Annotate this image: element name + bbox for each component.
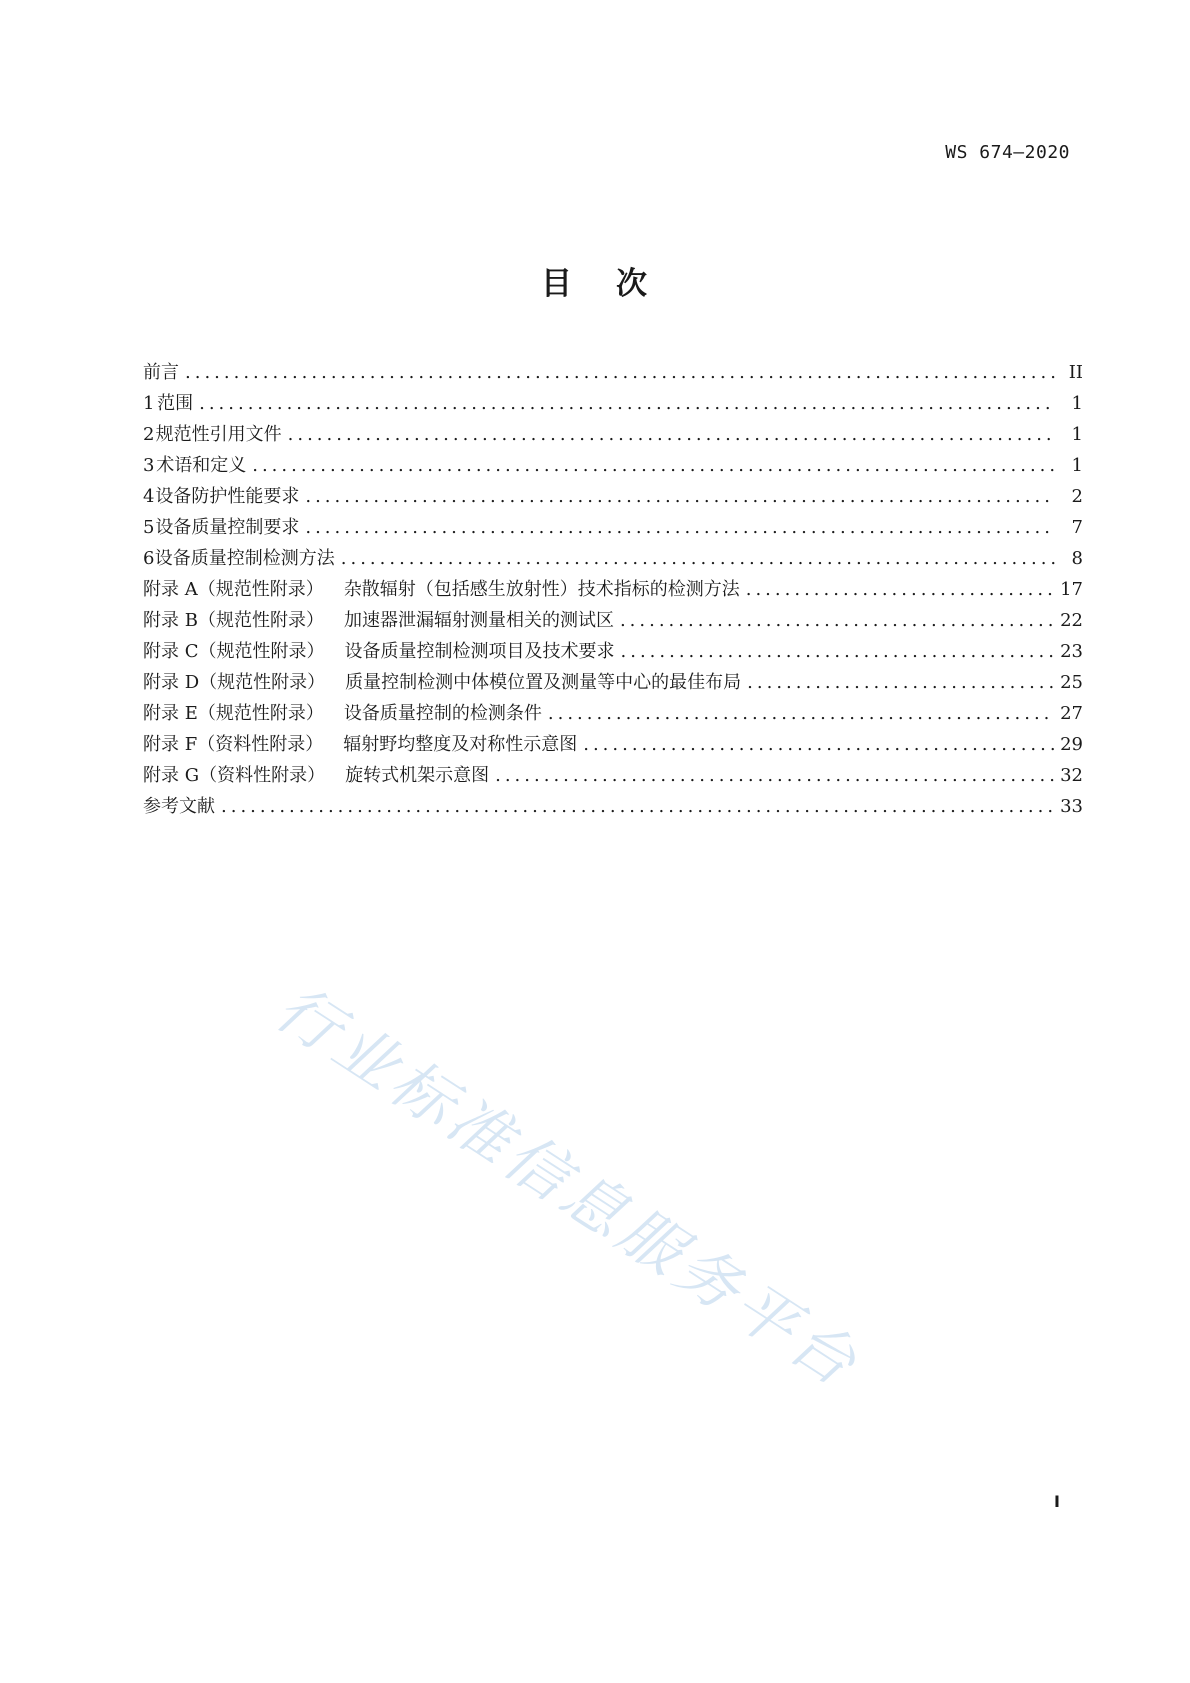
toc-leader-dots <box>199 393 1055 414</box>
toc-entry-page: 33 <box>1060 796 1083 817</box>
toc-entry-preface[interactable] <box>143 358 1083 389</box>
watermark-text: 行业标准信息服务平台 <box>263 970 874 1403</box>
toc-entry-annex-f[interactable] <box>143 730 1083 761</box>
toc-entry-annex-b[interactable] <box>143 606 1083 637</box>
toc-leader-dots <box>288 424 1055 445</box>
toc-entry-number: 4 <box>143 486 155 507</box>
toc-annex-tag: 附录 B（规范性附录） <box>143 610 324 631</box>
toc-entry-1[interactable] <box>143 389 1083 420</box>
page-number: I <box>1054 1492 1060 1511</box>
toc-entry-label: 质量控制检测中体模位置及测量等中心的最佳布局 <box>345 672 742 693</box>
toc-annex-tag: 附录 G（资料性附录） <box>143 765 326 786</box>
toc-entry-label: 设备质量控制要求 <box>155 517 300 538</box>
toc-entry-page: 29 <box>1060 734 1083 755</box>
toc-leader-dots <box>747 672 1054 693</box>
toc-annex-tag: 附录 E（规范性附录） <box>143 703 324 724</box>
toc-entry-5[interactable] <box>143 513 1083 544</box>
toc-entry-number: 5 <box>143 517 155 538</box>
toc-entry-annex-a[interactable] <box>143 575 1083 606</box>
toc-leader-dots <box>305 517 1055 538</box>
toc-entry-page: 17 <box>1060 579 1083 600</box>
toc-leader-dots <box>341 548 1055 569</box>
toc-entry-label: 设备质量控制检测方法 <box>154 548 335 569</box>
toc-entry-label: 范围 <box>157 393 194 414</box>
toc-entry-page: 1 <box>1071 455 1083 476</box>
toc-entry-4[interactable] <box>143 482 1083 513</box>
toc-entry-annex-d[interactable] <box>143 668 1083 699</box>
toc-entry-number: 1 <box>143 393 155 414</box>
toc-leader-dots <box>221 796 1054 817</box>
toc-entry-references[interactable] <box>143 792 1083 823</box>
table-of-contents <box>143 358 1083 823</box>
page-title <box>0 258 1190 303</box>
toc-leader-dots <box>495 765 1054 786</box>
toc-entry-label: 设备质量控制的检测条件 <box>343 703 542 724</box>
toc-leader-dots <box>185 362 1055 383</box>
toc-entry-page: 27 <box>1060 703 1083 724</box>
toc-entry-label: 规范性引用文件 <box>155 424 282 445</box>
toc-annex-tag: 附录 D（规范性附录） <box>143 672 326 693</box>
toc-entry-page: 8 <box>1071 548 1083 569</box>
toc-entry-label: 杂散辐射（包括感生放射性）技术指标的检测方法 <box>343 579 740 600</box>
toc-entry-label: 前言 <box>143 362 179 383</box>
toc-entry-annex-e[interactable] <box>143 699 1083 730</box>
toc-entry-page: 32 <box>1060 765 1083 786</box>
toc-entry-3[interactable] <box>143 451 1083 482</box>
toc-annex-tag: 附录 F（资料性附录） <box>143 734 324 755</box>
toc-entry-6[interactable] <box>143 544 1083 575</box>
page-title-part-2: 次 <box>616 266 649 302</box>
toc-entry-number: 2 <box>143 424 155 445</box>
toc-entry-label: 加速器泄漏辐射测量相关的测试区 <box>343 610 614 631</box>
toc-entry-number: 6 <box>143 548 155 569</box>
toc-leader-dots <box>621 641 1055 662</box>
toc-entry-annex-c[interactable] <box>143 637 1083 668</box>
toc-entry-label: 设备防护性能要求 <box>155 486 300 507</box>
toc-entry-page: 22 <box>1060 610 1083 631</box>
toc-leader-dots <box>746 579 1054 600</box>
toc-entry-page: 1 <box>1071 393 1083 414</box>
toc-entry-annex-g[interactable] <box>143 761 1083 792</box>
page-title-part-1: 目 <box>541 266 574 302</box>
toc-leader-dots <box>252 455 1055 476</box>
toc-entry-label: 术语和定义 <box>156 455 247 476</box>
toc-entry-page: 23 <box>1060 641 1083 662</box>
toc-entry-page: 7 <box>1071 517 1083 538</box>
toc-leader-dots <box>548 703 1054 724</box>
toc-annex-tag: 附录 A（规范性附录） <box>143 579 324 600</box>
toc-entry-label: 辐射野均整度及对称性示意图 <box>343 734 578 755</box>
toc-entry-page: 25 <box>1060 672 1083 693</box>
toc-leader-dots <box>583 734 1054 755</box>
toc-entry-label: 旋转式机架示意图 <box>345 765 490 786</box>
toc-entry-label: 参考文献 <box>143 796 215 817</box>
toc-entry-page: II <box>1068 362 1083 383</box>
toc-entry-label: 设备质量控制检测项目及技术要求 <box>344 641 615 662</box>
toc-entry-number: 3 <box>143 455 155 476</box>
toc-annex-tag: 附录 C（规范性附录） <box>143 641 325 662</box>
toc-leader-dots <box>620 610 1054 631</box>
toc-entry-2[interactable] <box>143 420 1083 451</box>
toc-leader-dots <box>305 486 1055 507</box>
toc-entry-page: 2 <box>1071 486 1083 507</box>
document-code: WS 674—2020 <box>945 142 1070 163</box>
toc-entry-page: 1 <box>1071 424 1083 445</box>
